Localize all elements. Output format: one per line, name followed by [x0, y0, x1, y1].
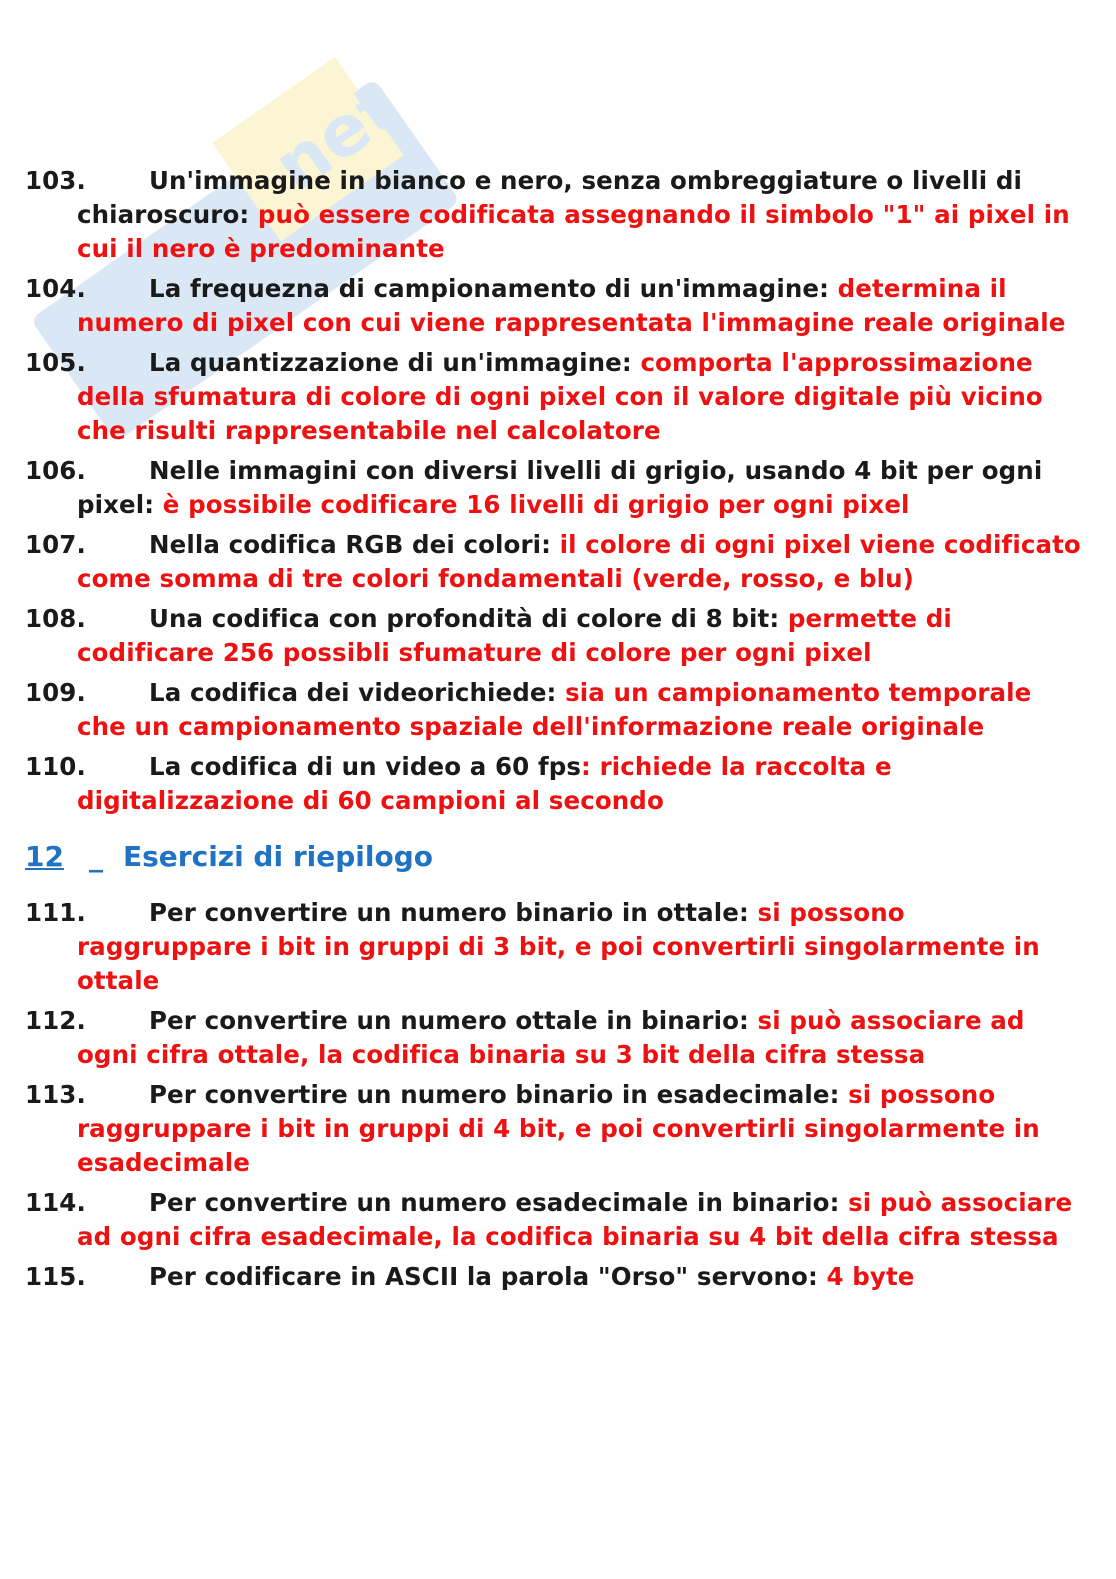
- answer-text: sia un campionamento temporale che un campionamento spaziale dell'informazione reale originale: [77, 678, 1032, 741]
- answer-text: si possono raggruppare i bit in gruppi di 3 bit, e poi convertirli singolarmente in ottale: [77, 898, 1040, 995]
- question-item: [25, 528, 1085, 596]
- question-text: La frequezna di campionamento di un'immagine:: [149, 274, 838, 303]
- answer-text: si può associare ad ogni cifra esadecimale, la codifica binaria su 4 bit della cifra stessa: [77, 1188, 1073, 1251]
- question-number: 113.: [25, 1080, 86, 1109]
- question-text: Per codificare in ASCII la parola "Orso" servono:: [149, 1262, 827, 1291]
- answer-text: il colore di ogni pixel viene codificato come somma di tre colori fondamentali (verde, rosso, e blu): [77, 530, 1081, 593]
- question-number: 104.: [25, 274, 86, 303]
- question-item: [25, 1260, 1085, 1294]
- question-item: [25, 346, 1085, 448]
- question-item: [25, 676, 1085, 744]
- question-item: [25, 1004, 1085, 1072]
- answer-text: si possono raggruppare i bit in gruppi di 4 bit, e poi convertirli singolarmente in esadecimale: [77, 1080, 1040, 1177]
- page-content: [25, 164, 1085, 1300]
- question-number: 105.: [25, 348, 86, 377]
- section-separator: _: [89, 840, 103, 873]
- question-item: [25, 1186, 1085, 1254]
- answer-text: può essere codificata assegnando il simbolo "1" ai pixel in cui il nero è predominante: [77, 200, 1070, 263]
- question-text: La quantizzazione di un'immagine:: [149, 348, 641, 377]
- question-list-a: [25, 164, 1085, 818]
- answer-text: si può associare ad ogni cifra ottale, la codifica binaria su 3 bit della cifra stessa: [77, 1006, 1025, 1069]
- question-item: [25, 164, 1085, 266]
- question-text: Nella codifica RGB dei colori:: [149, 530, 560, 559]
- section-heading: [25, 840, 1085, 880]
- question-item: [25, 272, 1085, 340]
- question-number: 114.: [25, 1188, 86, 1217]
- section-number: 12: [25, 840, 64, 873]
- question-number: 115.: [25, 1262, 86, 1291]
- question-text: La codifica dei videorichiede:: [149, 678, 566, 707]
- question-text: Nelle immagini con diversi livelli di grigio, usando 4 bit per ogni pixel:: [77, 456, 1043, 519]
- question-number: 108.: [25, 604, 86, 633]
- question-number: 112.: [25, 1006, 86, 1035]
- watermark-text: net: [259, 65, 414, 208]
- answer-text: comporta l'approssimazione della sfumatura di colore di ogni pixel con il valore digitale più vicino che risulti rappresentabile nel calcolatore: [77, 348, 1043, 445]
- question-item: [25, 454, 1085, 522]
- question-number: 107.: [25, 530, 86, 559]
- question-number: 106.: [25, 456, 86, 485]
- question-list-b: [25, 896, 1085, 1294]
- question-item: [25, 896, 1085, 998]
- question-text: Per convertire un numero binario in esadecimale:: [149, 1080, 849, 1109]
- question-item: [25, 750, 1085, 818]
- question-item: [25, 602, 1085, 670]
- question-text: Per convertire un numero esadecimale in binario:: [149, 1188, 849, 1217]
- answer-text: permette di codificare 256 possibli sfumature di colore per ogni pixel: [77, 604, 952, 667]
- question-number: 111.: [25, 898, 86, 927]
- answer-text: determina il numero di pixel con cui viene rappresentata l'immagine reale originale: [77, 274, 1066, 337]
- question-text: Una codifica con profondità di colore di 8 bit:: [149, 604, 788, 633]
- question-item: [25, 1078, 1085, 1180]
- question-number: 109.: [25, 678, 86, 707]
- question-number: 110.: [25, 752, 86, 781]
- question-text: Per convertire un numero ottale in binario:: [149, 1006, 758, 1035]
- answer-text: : richiede la raccolta e digitalizzazione di 60 campioni al secondo: [77, 752, 892, 815]
- question-text: Per convertire un numero binario in ottale:: [149, 898, 758, 927]
- section-title: Esercizi di riepilogo: [123, 840, 433, 873]
- answer-text: è possibile codificare 16 livelli di grigio per ogni pixel: [162, 490, 910, 519]
- answer-text: 4 byte: [826, 1262, 915, 1291]
- question-number: 103.: [25, 166, 86, 195]
- question-text: La codifica di un video a 60 fps: [149, 752, 582, 781]
- question-text: Un'immagine in bianco e nero, senza ombreggiature o livelli di chiaroscuro:: [77, 166, 1023, 229]
